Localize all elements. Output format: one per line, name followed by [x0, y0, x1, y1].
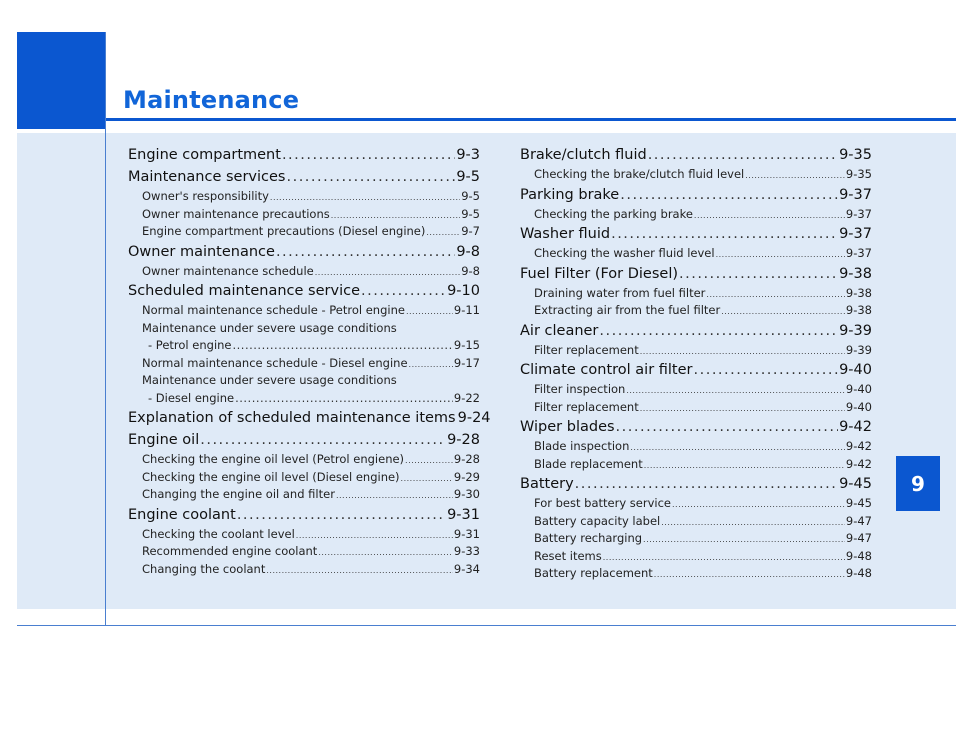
toc-page-number: 9-40 [839, 362, 872, 378]
toc-entry-label: Maintenance under severe usage conditions [142, 373, 397, 387]
toc-entry-label: Checking the coolant level [142, 526, 295, 541]
toc-page-number: 9-3 [456, 147, 480, 163]
toc-entry-label: Engine compartment [128, 147, 281, 163]
toc-column-right [520, 144, 872, 583]
leader-dots [575, 473, 838, 495]
leader-dots [426, 223, 460, 242]
toc-section-entry[interactable] [128, 144, 480, 166]
toc-page-number: 9-38 [839, 265, 872, 282]
leader-dots [643, 530, 845, 549]
toc-entry-label: Checking the engine oil level (Petrol engiene) [142, 452, 405, 466]
toc-page-number: 9-38 [845, 285, 872, 300]
toc-subentry[interactable] [520, 245, 872, 263]
toc-entry-label: Changing the engine oil and filter [142, 487, 335, 501]
leader-dots [266, 561, 453, 580]
toc-subentry[interactable] [520, 302, 872, 320]
toc-entry-label: Recommended engine coolant [142, 544, 318, 558]
toc-subentry[interactable] [128, 390, 480, 408]
toc-page-number: 9-37 [845, 246, 872, 260]
toc-page-number: 9-10 [447, 283, 480, 299]
leader-dots [405, 451, 453, 470]
toc-entry-label: Battery capacity label [534, 513, 661, 528]
leader-dots [654, 565, 845, 584]
toc-section-entry[interactable] [520, 184, 872, 206]
leader-dots [276, 241, 455, 263]
toc-subentry[interactable] [128, 372, 480, 390]
leader-dots [233, 337, 453, 355]
leader-dots [282, 144, 455, 166]
toc-subentry[interactable] [128, 526, 480, 544]
toc-page-number: 9-47 [845, 531, 872, 545]
vertical-divider [105, 32, 106, 626]
toc-page-number: 9-40 [845, 382, 872, 396]
toc-subentry[interactable] [520, 166, 872, 184]
toc-section-entry[interactable] [520, 144, 872, 166]
toc-subentry[interactable] [128, 188, 480, 206]
leader-dots [336, 486, 453, 505]
toc-entry-label: Scheduled maintenance service [128, 283, 360, 299]
leader-dots [679, 263, 838, 285]
toc-page-number: 9-42 [845, 456, 872, 471]
leader-dots [237, 504, 446, 526]
leader-dots [361, 280, 446, 302]
toc-section-entry[interactable] [128, 429, 480, 451]
toc-page-number: 9-30 [453, 487, 480, 501]
leader-dots [694, 206, 845, 225]
toc-page-number: 9-35 [845, 167, 872, 181]
toc-section-entry[interactable] [128, 407, 491, 429]
toc-entry-label: Blade inspection [534, 439, 630, 453]
toc-entry-label: Checking the engine oil level (Diesel engine) [142, 469, 400, 484]
toc-page-number: 9-39 [839, 322, 872, 339]
toc-section-entry[interactable] [520, 263, 872, 285]
toc-page-number: 9-11 [453, 303, 480, 317]
toc-entry-label: For best battery service [534, 496, 671, 510]
toc-section-entry[interactable] [520, 223, 872, 245]
toc-page-number: 9-47 [845, 513, 872, 528]
toc-section-entry[interactable] [520, 320, 872, 342]
toc-entry-label: Filter replacement [534, 342, 639, 357]
toc-subentry[interactable] [128, 486, 480, 504]
toc-page-number: 9-34 [453, 561, 480, 576]
toc-page-number: 9-38 [845, 303, 872, 317]
toc-entry-label: Blade replacement [534, 456, 643, 471]
header-color-block [17, 32, 106, 129]
leader-dots [672, 495, 845, 514]
toc-page-number: 9-17 [453, 355, 480, 370]
toc-page-number: 9-31 [447, 506, 480, 523]
leader-dots [640, 342, 845, 361]
leader-dots [616, 416, 839, 438]
toc-entry-label: Battery replacement [534, 566, 653, 580]
footer-divider [17, 625, 956, 626]
toc-page-number: 9-8 [456, 243, 480, 260]
toc-entry-label: Engine compartment precautions (Diesel engine) [142, 224, 426, 238]
toc-entry-label: Maintenance services [128, 169, 286, 185]
toc-entry-label: Filter replacement [534, 399, 639, 414]
toc-entry-label: Normal maintenance schedule - Diesel engine [142, 355, 408, 370]
toc-page-number: 9-22 [453, 390, 480, 405]
toc-entry-label: Battery [520, 476, 574, 492]
toc-entry-label: Climate control air filter [520, 362, 693, 378]
toc-subentry[interactable] [128, 337, 480, 355]
toc-entry-label: Checking the washer fluid level [534, 246, 715, 260]
toc-section-entry[interactable] [520, 473, 872, 495]
leader-dots [626, 381, 845, 400]
toc-entry-label: Washer fluid [520, 226, 611, 242]
toc-section-entry[interactable] [128, 241, 480, 263]
toc-subentry[interactable] [128, 543, 480, 561]
toc-page-number: 9-42 [845, 439, 872, 453]
toc-entry-label: Parking brake [520, 186, 620, 203]
toc-entry-label: Owner's responsibility [142, 189, 269, 203]
leader-dots [640, 399, 845, 418]
leader-dots [270, 188, 460, 207]
toc-entry-label: Explanation of scheduled maintenance items [128, 410, 456, 426]
chapter-title: Maintenance [123, 86, 300, 114]
toc-section-entry[interactable] [128, 280, 480, 302]
toc-entry-label: Filter inspection [534, 382, 626, 396]
toc-entry-label: Checking the parking brake [534, 206, 693, 221]
toc-subentry[interactable] [128, 561, 480, 579]
toc-subentry[interactable] [520, 399, 872, 417]
toc-page-number: 9-37 [845, 206, 872, 221]
toc-entry-label: Checking the brake/clutch fluid level [534, 167, 745, 181]
toc-subentry[interactable] [520, 530, 872, 548]
toc-subentry[interactable] [520, 456, 872, 474]
leader-dots [296, 526, 453, 545]
toc-subentry[interactable] [520, 565, 872, 583]
leader-dots [716, 245, 845, 264]
leader-dots [318, 543, 453, 562]
leader-dots [661, 513, 845, 532]
toc-subentry[interactable] [128, 206, 480, 224]
toc-page-number: 9-5 [456, 169, 480, 185]
toc-subentry[interactable] [128, 451, 480, 469]
leader-dots [200, 429, 446, 451]
leader-dots [721, 302, 845, 321]
toc-entry-label: Changing the coolant [142, 561, 266, 576]
toc-subentry[interactable] [520, 548, 872, 566]
leader-dots [315, 263, 460, 282]
toc-page-number: 9-8 [461, 263, 480, 278]
toc-page-number: 9-5 [461, 189, 480, 203]
toc-entry-label: Brake/clutch fluid [520, 147, 647, 163]
toc-entry-label: Fuel Filter (For Diesel) [520, 265, 679, 282]
leader-dots [694, 359, 839, 381]
leader-dots [409, 355, 453, 374]
toc-page-number: 9-39 [845, 342, 872, 357]
title-underline [106, 118, 956, 121]
toc-page-number: 9-28 [447, 432, 480, 448]
toc-page-number: 9-33 [453, 544, 480, 558]
leader-dots [401, 469, 453, 488]
toc-section-entry[interactable] [520, 416, 872, 438]
toc-subentry[interactable] [128, 355, 480, 373]
toc-subentry[interactable] [520, 513, 872, 531]
toc-subentry[interactable] [128, 469, 480, 487]
toc-entry-label: Maintenance under severe usage conditions [142, 320, 397, 335]
toc-subentry[interactable] [520, 438, 872, 456]
toc-entry-label: Air cleaner [520, 322, 599, 339]
toc-subentry[interactable] [520, 206, 872, 224]
leader-dots [599, 320, 838, 342]
leader-dots [331, 206, 460, 225]
toc-section-entry[interactable] [128, 166, 480, 188]
toc-page-number: 9-7 [461, 224, 480, 238]
toc-entry-label: Extracting air from the fuel filter [534, 303, 721, 317]
leader-dots [706, 285, 844, 304]
leader-dots [630, 438, 845, 457]
toc-page-number: 9-29 [453, 469, 480, 484]
toc-entry-label: Owner maintenance schedule [142, 263, 314, 278]
toc-subentry[interactable] [128, 302, 480, 320]
toc-subentry[interactable] [520, 285, 872, 303]
toc-entry-label: Engine oil [128, 432, 200, 448]
toc-page-number: 9-40 [845, 399, 872, 414]
toc-page-number: 9-37 [839, 186, 872, 203]
toc-entry-label: Owner maintenance precautions [142, 206, 330, 221]
toc-page-number: 9-24 [457, 410, 491, 426]
toc-page-number: 9-42 [839, 419, 872, 435]
toc-subentry[interactable] [128, 320, 480, 338]
toc-page-number: 9-45 [839, 476, 872, 492]
toc-page-number: 9-31 [453, 526, 480, 541]
toc-subentry[interactable] [520, 342, 872, 360]
toc-page-number: 9-5 [461, 206, 480, 221]
leader-dots [235, 390, 453, 408]
toc-page-number: 9-45 [845, 496, 872, 510]
toc-entry-label: Normal maintenance schedule - Petrol engine [142, 303, 405, 317]
toc-subentry[interactable] [128, 263, 480, 281]
toc-page-number: 9-37 [839, 226, 872, 242]
leader-dots [406, 302, 453, 321]
toc-entry-label: Owner maintenance [128, 243, 275, 260]
toc-column-left [128, 144, 491, 578]
toc-entry-label: Draining water from fuel filter [534, 285, 706, 300]
toc-page-number: 9-35 [839, 147, 872, 163]
leader-dots [745, 166, 845, 185]
toc-entry-label: - Petrol engine [148, 338, 232, 352]
toc-entry-label: - Diesel engine [148, 390, 235, 405]
toc-page-number: 9-15 [453, 338, 480, 352]
leader-dots [648, 144, 838, 166]
toc-entry-label: Wiper blades [520, 419, 615, 435]
toc-page-number: 9-48 [845, 548, 872, 563]
leader-dots [620, 184, 838, 206]
toc-page-number: 9-48 [845, 566, 872, 580]
toc-entry-label: Battery recharging [534, 531, 643, 545]
toc-subentry[interactable] [520, 495, 872, 513]
toc-section-entry[interactable] [520, 359, 872, 381]
leader-dots [644, 456, 845, 475]
leader-dots [603, 548, 845, 567]
toc-entry-label: Engine coolant [128, 506, 236, 523]
toc-section-entry[interactable] [128, 504, 480, 526]
leader-dots [286, 166, 455, 188]
toc-subentry[interactable] [520, 381, 872, 399]
toc-page-number: 9-28 [453, 452, 480, 466]
toc-subentry[interactable] [128, 223, 480, 241]
toc-entry-label: Reset items [534, 548, 602, 563]
leader-dots [611, 223, 838, 245]
chapter-tab[interactable]: 9 [896, 456, 940, 511]
